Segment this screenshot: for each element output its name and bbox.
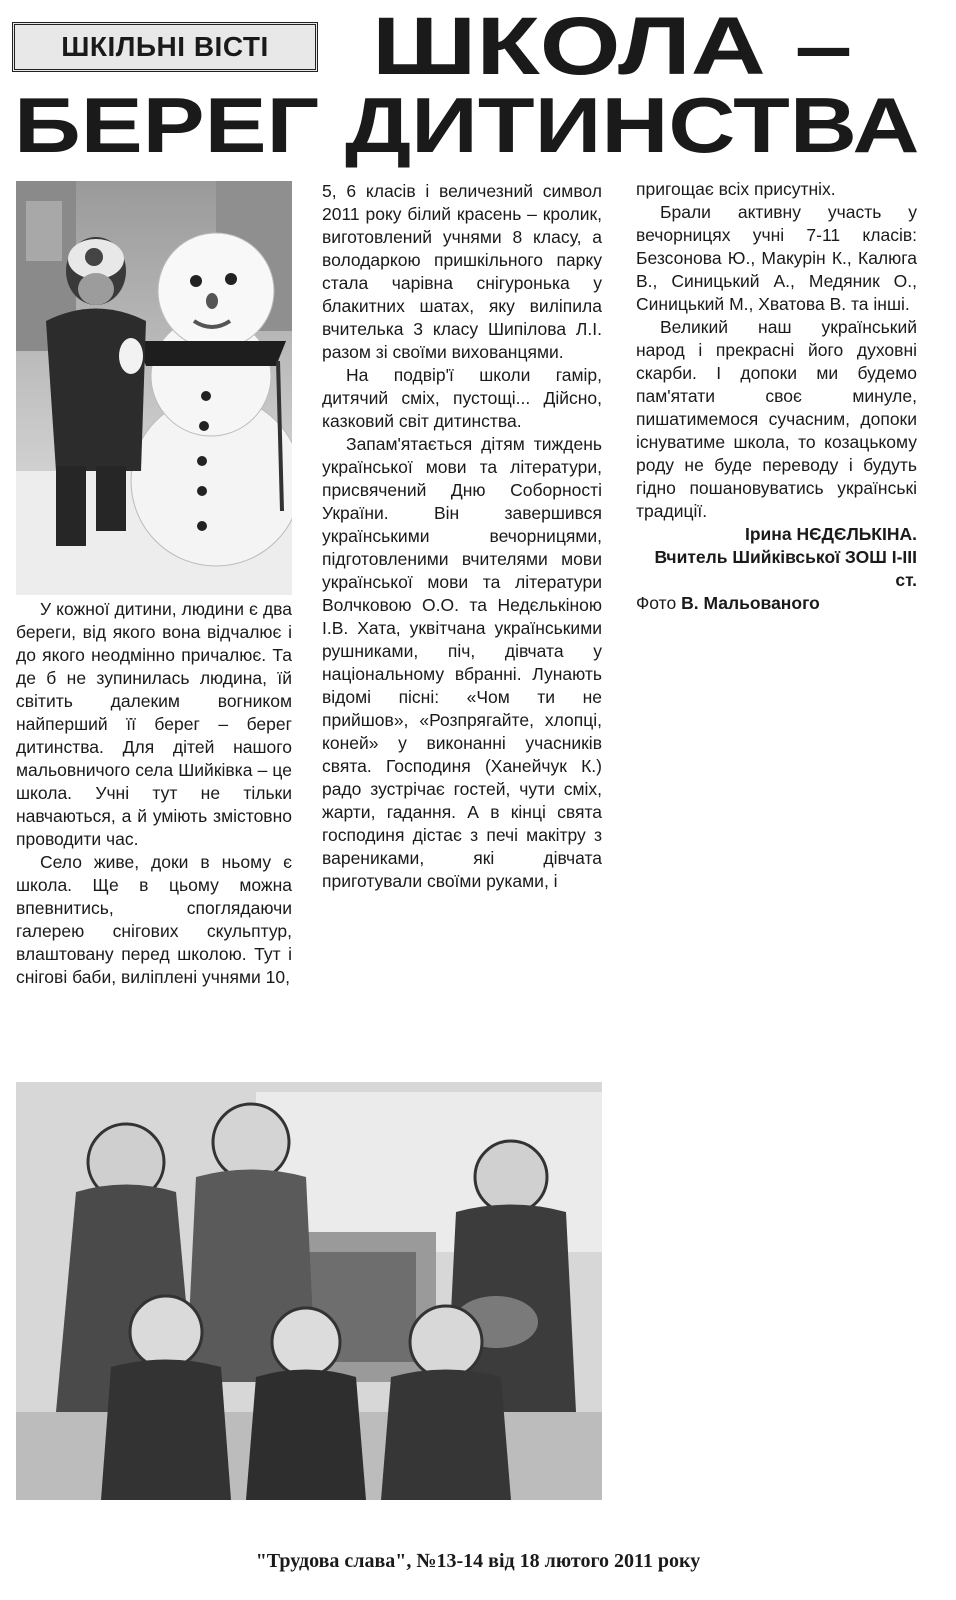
costume-girls-illustration <box>16 1082 602 1500</box>
author-position: Вчитель Шийківської ЗОШ І-ІІІ ст. <box>654 547 917 590</box>
paragraph: У кожної дитини, людини є два береги, від якого вона відчалює і до якого неодмінно причалює. Та де б не зупинилась людина, їй світить далеким вогником найперший її берег – берег дитинства. Для дітей нашого мальовничого села Шийківка – це школа. Учні тут не тільки навчаються, а й уміють змістовно проводити час. <box>16 599 292 849</box>
paragraph: На подвір'ї школи гамір, дитячий сміх, пустощі... Дійсно, казковий світ дитинства. <box>322 365 602 431</box>
paragraph: пригощає всіх присутніх. <box>636 179 836 199</box>
publication-footer: "Трудова слава", №13-14 від 18 лютого 2011 року <box>255 1550 701 1572</box>
article-column-2 <box>322 180 602 893</box>
photo-credit <box>636 592 917 615</box>
paragraph: Село живе, доки в ньому є школа. Ще в цьому можна впевнитись, споглядаючи галерею снігових скульптур, влаштовану перед школою. Тут і снігові баби, виліплені учнями 10, <box>16 852 292 987</box>
article-column-1 <box>16 598 292 989</box>
paragraph: Брали активну участь у вечорницях учні 7-11 класів: Безсонова Ю., Макурін К., Калюга В., Синицький А., Медяник О., Синицький М., Хватова В. та інші. <box>636 202 917 314</box>
rubric-label: ШКІЛЬНІ ВІСТІ <box>12 22 318 72</box>
paragraph: 5, 6 класів і величезний символ 2011 року білий красень – кролик, виготовлений учнями 8 класу, а володаркою пришкільного парку стала чарівна снігуронька у блакитних шатах, яку виліпила вчителька 3 класу Шипілова Л.І. разом зі своїми вихованцями. <box>322 181 602 362</box>
article-column-3 <box>636 178 917 615</box>
headline-line-2: БЕРЕГ ДИТИНСТВА <box>14 81 920 169</box>
snowman-photo-illustration <box>16 181 292 595</box>
headline-line-1: ШКОЛА – <box>372 1 853 92</box>
paragraph: Великий наш український народ і прекрасні його духовні скарби. І допоки ми будемо пам'ятати своє минуле, пишатимемося сучасним, допоки існуватиме школа, то козацькому роду не буде переводу і будуть гідно пошановуватись українські традиції. <box>636 317 917 521</box>
author-name: Ірина НЄДЄЛЬКІНА. <box>744 524 917 544</box>
photo-credit-prefix: Фото <box>636 593 677 613</box>
costume-girls-photo <box>16 1082 602 1500</box>
snowman-photo <box>16 181 292 595</box>
paragraph: Запам'ятається дітям тиждень української мови та літератури, присвячений Дню Соборності України. Він завершився українськими вечорницями, підготовленими вчителями мови української мови та літератури Волчковою О.О. та Недєлькіною І.В. Хата, уквітчана українськими рушниками, піч, дівчата у національному вбранні. Лунають відомі пісні: «Чом ти не прийшов», «Розпрягайте, хлопці, коней» у виконанні учасників свята. Господиня (Ханейчук К.) радо зустрічає гостей, чути сміх, жарти, гадання. А в кінці свята господиня дістає з печі макітру з варениками, які дівчата приготували своїми руками, і <box>322 434 602 891</box>
photo-credit-author: В. Мальованого <box>681 593 820 613</box>
